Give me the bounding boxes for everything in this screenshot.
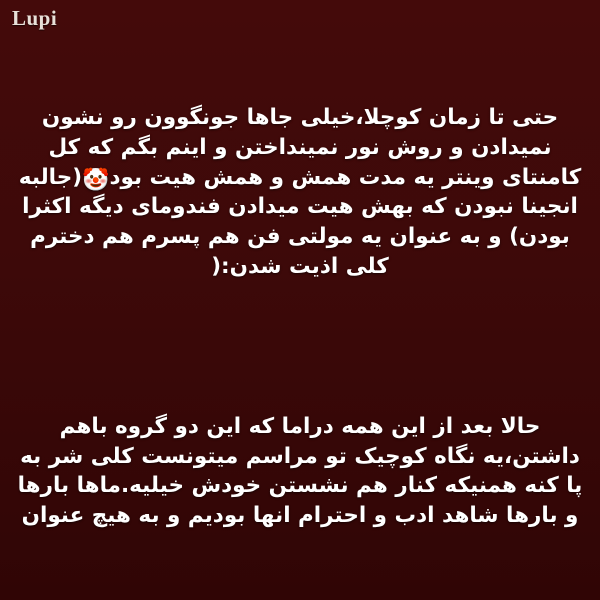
post-paragraph-1-text: حتی تا زمان کوچلا،خیلی جاها جونگوون رو نشون نمیدادن و روش نور نمینداختن و اینم بگم که کل کامنتای وینتر یه مدت همش و همش هیت بود xyxy=(34,105,582,190)
brand-watermark: Lupi xyxy=(12,6,58,30)
post-paragraph-3: حالا بعد از این همه دراما که این دو گروه باهم داشتن،یه نگاه کوچیک تو مراسم میتونست کلی شر به پا کنه همنیکه کنار هم نشستن خودش خیلیه.ماها بارها و بارها شاهد ادب و احترام انها بودیم و به هیچ عنوان xyxy=(10,413,583,528)
clown-face-icon: 🤡 xyxy=(82,167,110,193)
paragraph-spacer xyxy=(10,343,590,353)
post-paragraph-2-text: (جالبه انجینا نبودن که بهش هیت میدادن فندومای دیگه اکثرا بودن) و به عنوان یه مولتی فن هم پسرم هم دخترم کلی اذیت شدن:( xyxy=(11,164,578,279)
post-paragraph-1 xyxy=(10,103,590,281)
post-text-block xyxy=(10,44,590,592)
